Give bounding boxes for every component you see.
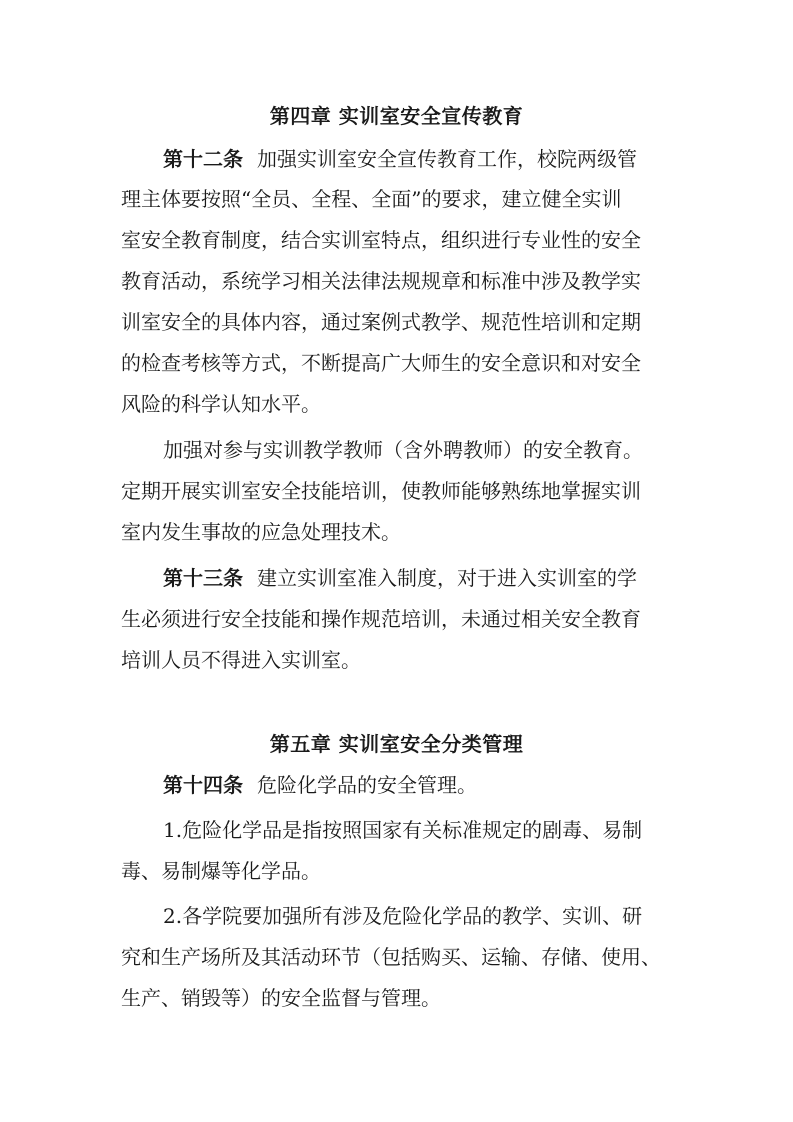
- article-12-line-1: 第十二条 加强实训室安全宣传教育工作，校院两级管: [163, 147, 637, 171]
- article-12-line-7: 风险的科学认知水平。: [121, 392, 321, 416]
- item-2-line-2: 究和生产场所及其活动环节（包括购买、运输、存储、使用、: [121, 945, 661, 969]
- item-1-line-1: 1.危险化学品是指按照国家有关标准规定的剧毒、易制: [163, 818, 643, 842]
- article-13-line-1: 第十三条 建立实训室准入制度，对于进入实训室的学: [163, 566, 637, 590]
- article-14-label: 第十四条: [163, 773, 243, 797]
- article-12-line-5: 训室安全的具体内容，通过案例式教学、规范性培训和定期: [121, 310, 641, 334]
- chapter-5-title: 第五章 实训室安全分类管理: [269, 732, 524, 756]
- article-12-line-3: 室安全教育制度，结合实训室特点，组织进行专业性的安全: [121, 228, 641, 252]
- article-12-label: 第十二条: [163, 147, 243, 171]
- paragraph-2-line-1: 加强对参与实训教学教师（含外聘教师）的安全教育。: [163, 438, 643, 462]
- item-1-line-2: 毒、易制爆等化学品。: [121, 859, 321, 883]
- chapter-4-title: 第四章 实训室安全宣传教育: [269, 104, 524, 128]
- article-14-line: 第十四条 危险化学品的安全管理。: [163, 773, 477, 797]
- article-12-line-2: 理主体要按照“全员、全程、全面”的要求，建立健全实训: [121, 187, 622, 211]
- article-13-line-2: 生必须进行安全技能和操作规范培训，未通过相关安全教育: [121, 607, 641, 631]
- article-13-label: 第十三条: [163, 566, 243, 590]
- item-2-line-1: 2.各学院要加强所有涉及危险化学品的教学、实训、研: [163, 904, 643, 928]
- paragraph-2-line-2: 定期开展实训室安全技能培训，使教师能够熟练地掌握实训: [121, 479, 641, 503]
- item-2-line-3: 生产、销毁等）的安全监督与管理。: [121, 986, 441, 1010]
- paragraph-2-line-3: 室内发生事故的应急处理技术。: [121, 520, 401, 544]
- article-12-line-6: 的检查考核等方式，不断提高广大师生的安全意识和对安全: [121, 351, 641, 375]
- article-12-line-4: 教育活动，系统学习相关法律法规规章和标准中涉及教学实: [121, 269, 641, 293]
- article-13-line-3: 培训人员不得进入实训室。: [121, 648, 361, 672]
